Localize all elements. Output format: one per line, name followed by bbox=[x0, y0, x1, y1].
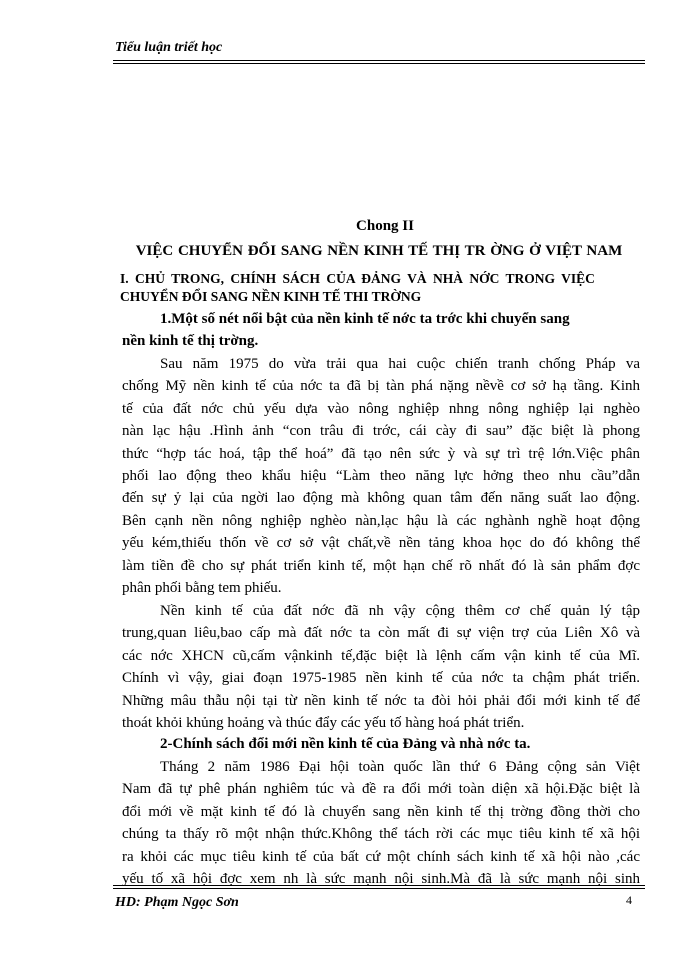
paragraph-3-line: ra khỏi các mục tiêu kinh tế của bất cứ một chính sách kinh tế xã hội nào ,các bbox=[122, 848, 640, 865]
paragraph-3 bbox=[122, 756, 640, 890]
section-heading-line-2: CHUYỂN ĐỔI SANG NỀN KINH TẾ THI TRỜNG bbox=[120, 289, 422, 304]
paragraph-2-line: Chính vì vậy, giai đoạn 1975-1985 nền kinh tế của nớc ta chậm phát triển. bbox=[122, 670, 640, 687]
paragraph-1-line: nàn lạc hậu .Hình ảnh “con trâu đi trớc, cái cày đi sau” đặc biệt là phong bbox=[122, 423, 640, 440]
paragraph-3-line: đổi mới về mặt kinh tế đó là chuyển sang nền kinh tế thị trờng đồng thời cho bbox=[122, 803, 640, 820]
chapter-title: VIỆC CHUYỂN ĐỔI SANG NỀN KINH TẾ THỊ TR ỜNG Ở VIỆT NAM bbox=[135, 243, 623, 259]
paragraph-1-line: tế của đất nớc chủ yếu dựa vào nông nghiệp nhng nông nghiệp lại nghèo bbox=[122, 400, 640, 417]
header-title: Tiểu luận triết học bbox=[115, 40, 223, 55]
paragraph-2-line: Nền kinh tế của đất nớc đã nh vậy cộng thêm cơ chế quản lý tập bbox=[160, 603, 640, 619]
paragraph-3-line: Nam đã tự phê phán nghiêm túc và đề ra đổi mới toàn diện xã hội.Đặc biệt là bbox=[122, 781, 640, 798]
footer-rule bbox=[113, 885, 645, 889]
paragraph-2-line: trung,quan liêu,bao cấp mà đất nớc ta còn mất đi sự viện trợ của Liên Xô và bbox=[122, 625, 640, 642]
subsection-1-heading-line-2: nền kinh tế thị trờng. bbox=[122, 333, 259, 349]
paragraph-2-line: thoát khỏi khủng hoảng và thúc đẩy các yếu tố hàng hoá phát triển. bbox=[122, 714, 525, 731]
paragraph-1-line: phối lao động theo khẩu hiệu “Làm theo năng lực hởng theo nhu cầu”dẫn bbox=[122, 467, 640, 484]
paragraph-1-line: Sau năm 1975 do vừa trải qua hai cuộc chiến tranh chống Pháp va bbox=[160, 356, 640, 372]
paragraph-2 bbox=[122, 600, 640, 734]
paragraph-1-line: phân phối bằng tem phiếu. bbox=[122, 579, 282, 596]
paragraph-1-line: yếu kém,thiếu thốn về cơ sở vật chất,về nền tảng khoa học do đó không thể bbox=[122, 535, 640, 552]
paragraph-3-line: chúng ta thấy rõ một nhận thức.Không thể tách rời các mục tiêu kinh tế xã hội bbox=[122, 826, 640, 843]
page-number: 4 bbox=[626, 893, 632, 907]
paragraph-1-line: chống Mỹ nền kinh tế của nớc ta đã bị tàn phá nặng nềvề cơ sở hạ tầng. Kinh bbox=[122, 378, 640, 395]
section-heading-line-1: I. CHỦ TRONG, CHÍNH SÁCH CỦA ĐẢNG VÀ NHÀ NỚC TRONG VIỆC bbox=[120, 271, 595, 286]
paragraph-1-line: thức “hợp tác hoá, tập thể hoá” đã tạo nên sức ỳ và sự trì trệ lớn.Việc phân bbox=[122, 445, 640, 462]
chapter-number: Chong II bbox=[356, 218, 414, 234]
paragraph-1-line: làm tiền đề cho sự phát triển kinh tế, một hạn chế rõ nhất đó là sản phẩm đợc bbox=[122, 557, 640, 574]
paragraph-2-line: các nớc XHCN cũ,cấm vậnkinh tế,đặc biệt là lệnh cấm vận kinh tế của Mĩ. bbox=[122, 647, 640, 664]
paragraph-3-line: Tháng 2 năm 1986 Đại hội toàn quốc lần thứ 6 Đảng cộng sản Việt bbox=[160, 759, 640, 775]
paragraph-1 bbox=[122, 353, 640, 599]
paragraph-1-line: Bên cạnh nền nông nghiệp nghèo nàn,lạc hậu là các nghành nghề hoạt động bbox=[122, 512, 640, 529]
paragraph-2-line: Những mâu thẫu nội tại từ nền kinh tế nớc ta đòi hỏi phải đổi mới kinh tế để bbox=[122, 692, 640, 709]
paragraph-1-line: đến sự ỷ lại của ngời lao động mà không quan tâm đến năng suất lao động. bbox=[122, 490, 640, 507]
header-rule bbox=[113, 60, 645, 64]
footer-author: HD: Phạm Ngọc Sơn bbox=[115, 895, 239, 910]
subsection-2-heading: 2-Chính sách đổi mới nền kinh tế của Đảng và nhà nớc ta. bbox=[160, 736, 531, 752]
paragraph-3-line: yếu tố xã hội đợc xem nh là sức mạnh nội sinh.Mà đã là sức mạnh nội sinh bbox=[122, 870, 640, 887]
subsection-1-heading-line-1: 1.Một số nét nổi bật của nền kinh tế nớc ta trớc khi chuyển sang bbox=[160, 311, 570, 327]
